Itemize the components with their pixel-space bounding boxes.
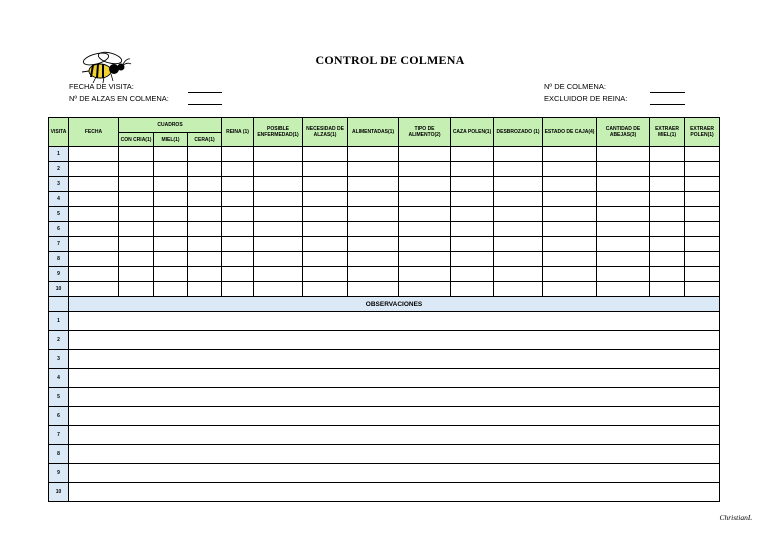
table-cell[interactable] [303, 147, 348, 162]
observation-row [49, 388, 720, 407]
table-cell[interactable] [119, 282, 154, 297]
table-cell[interactable] [154, 267, 188, 282]
observation-field[interactable] [69, 369, 720, 388]
table-cell[interactable] [188, 252, 222, 267]
table-cell[interactable] [154, 282, 188, 297]
table-cell[interactable] [399, 177, 451, 192]
observation-row [49, 369, 720, 388]
table-cell[interactable] [685, 147, 720, 162]
table-cell[interactable] [650, 252, 685, 267]
observation-row [49, 350, 720, 369]
table-cell[interactable] [119, 162, 154, 177]
cuadros-header: CUADROS [119, 118, 222, 133]
table-cell[interactable] [69, 222, 119, 237]
visit-number: 1 [49, 147, 69, 162]
table-cell[interactable] [597, 192, 650, 207]
alzas-label: Nº DE ALZAS EN COLMENA: [69, 94, 169, 103]
visit-number: 10 [49, 282, 69, 297]
table-cell[interactable] [348, 177, 399, 192]
table-cell[interactable] [597, 282, 650, 297]
observation-row [49, 312, 720, 331]
table-cell[interactable] [399, 147, 451, 162]
table-cell[interactable] [119, 252, 154, 267]
observation-row [49, 464, 720, 483]
table-cell[interactable] [254, 267, 303, 282]
caza-polen-header: CAZA POLEN(1) [451, 118, 494, 147]
table-row [49, 222, 720, 237]
table-row [49, 237, 720, 252]
excluidor-field[interactable] [650, 104, 685, 105]
table-cell[interactable] [303, 192, 348, 207]
table-cell[interactable] [303, 267, 348, 282]
table-cell[interactable] [543, 177, 597, 192]
table-cell[interactable] [685, 237, 720, 252]
table-cell[interactable] [69, 252, 119, 267]
table-cell[interactable] [399, 207, 451, 222]
table-row [49, 177, 720, 192]
extraer-polen-header: EXTRAER POLEN(1) [685, 118, 720, 147]
alimentadas-header: ALIMENTADAS(1) [348, 118, 399, 147]
table-cell[interactable] [119, 267, 154, 282]
desbrozado-header: DESBROZADO (1) [494, 118, 543, 147]
table-cell[interactable] [188, 267, 222, 282]
table-cell[interactable] [303, 237, 348, 252]
table-cell[interactable] [348, 252, 399, 267]
table-cell[interactable] [494, 252, 543, 267]
table-cell[interactable] [254, 192, 303, 207]
table-cell[interactable] [69, 162, 119, 177]
observation-field[interactable] [69, 483, 720, 502]
table-cell[interactable] [188, 162, 222, 177]
signature: ChristianL [719, 513, 752, 522]
visita-header: VISITA [49, 118, 69, 147]
table-cell[interactable] [254, 222, 303, 237]
table-cell[interactable] [154, 252, 188, 267]
visit-number: 3 [49, 177, 69, 192]
visit-number: 4 [49, 192, 69, 207]
table-cell[interactable] [303, 207, 348, 222]
table-cell[interactable] [119, 177, 154, 192]
table-cell[interactable] [222, 282, 254, 297]
table-cell[interactable] [188, 237, 222, 252]
table-cell[interactable] [451, 177, 494, 192]
table-cell[interactable] [119, 207, 154, 222]
table-cell[interactable] [597, 177, 650, 192]
observation-number: 10 [49, 483, 69, 502]
visit-number: 6 [49, 222, 69, 237]
table-cell[interactable] [494, 267, 543, 282]
table-row [49, 252, 720, 267]
table-cell[interactable] [303, 222, 348, 237]
table-cell[interactable] [119, 237, 154, 252]
table-cell[interactable] [69, 237, 119, 252]
table-cell[interactable] [254, 207, 303, 222]
observation-field[interactable] [69, 426, 720, 445]
table-cell[interactable] [650, 267, 685, 282]
table-cell[interactable] [650, 192, 685, 207]
table-cell[interactable] [399, 192, 451, 207]
table-cell[interactable] [222, 147, 254, 162]
table-cell[interactable] [303, 282, 348, 297]
observation-row [49, 407, 720, 426]
observation-row [49, 445, 720, 464]
visit-number: 2 [49, 162, 69, 177]
table-cell[interactable] [348, 282, 399, 297]
table-cell[interactable] [188, 222, 222, 237]
observation-field[interactable] [69, 445, 720, 464]
table-cell[interactable] [154, 177, 188, 192]
table-cell[interactable] [119, 192, 154, 207]
table-cell[interactable] [399, 222, 451, 237]
observation-number: 5 [49, 388, 69, 407]
colmena-field[interactable] [650, 92, 685, 93]
table-cell[interactable] [685, 162, 720, 177]
table-cell[interactable] [597, 267, 650, 282]
table-cell[interactable] [451, 222, 494, 237]
fecha-header: FECHA [69, 118, 119, 147]
table-cell[interactable] [543, 222, 597, 237]
table-cell[interactable] [348, 162, 399, 177]
table-cell[interactable] [154, 162, 188, 177]
extraer-miel-header: EXTRAER MIEL(1) [650, 118, 685, 147]
visit-number: 7 [49, 237, 69, 252]
table-cell[interactable] [597, 222, 650, 237]
table-cell[interactable] [254, 162, 303, 177]
table-cell[interactable] [685, 192, 720, 207]
table-cell[interactable] [494, 282, 543, 297]
fecha-visita-field[interactable] [188, 92, 222, 93]
table-cell[interactable] [154, 237, 188, 252]
estado-caja-header: ESTADO DE CAJA(4) [543, 118, 597, 147]
table-cell[interactable] [494, 222, 543, 237]
table-cell[interactable] [451, 192, 494, 207]
table-cell[interactable] [650, 237, 685, 252]
visit-number: 5 [49, 207, 69, 222]
table-row [49, 162, 720, 177]
table-cell[interactable] [543, 237, 597, 252]
table-cell[interactable] [597, 207, 650, 222]
table-cell[interactable] [399, 252, 451, 267]
table-cell[interactable] [451, 162, 494, 177]
table-row [49, 192, 720, 207]
table-cell[interactable] [685, 267, 720, 282]
table-cell[interactable] [597, 162, 650, 177]
table-cell[interactable] [348, 237, 399, 252]
table-cell[interactable] [650, 222, 685, 237]
table-cell[interactable] [650, 162, 685, 177]
table-cell[interactable] [188, 207, 222, 222]
con-cria-header: CON CRIA(1) [119, 133, 154, 147]
table-cell[interactable] [543, 207, 597, 222]
reina-header: REINA (1) [222, 118, 254, 147]
table-cell[interactable] [254, 252, 303, 267]
table-cell[interactable] [348, 147, 399, 162]
table-cell[interactable] [494, 192, 543, 207]
observation-field[interactable] [69, 388, 720, 407]
excluidor-label: EXCLUIDOR DE REINA: [544, 94, 628, 103]
table-cell[interactable] [188, 282, 222, 297]
table-row [49, 267, 720, 282]
table-cell[interactable] [254, 147, 303, 162]
table-cell[interactable] [650, 282, 685, 297]
table-cell[interactable] [543, 192, 597, 207]
table-cell[interactable] [154, 147, 188, 162]
miel-header: MIEL(1) [154, 133, 188, 147]
table-cell[interactable] [188, 177, 222, 192]
table-cell[interactable] [69, 207, 119, 222]
table-cell[interactable] [69, 192, 119, 207]
observation-row [49, 331, 720, 350]
observation-number: 9 [49, 464, 69, 483]
observation-number: 1 [49, 312, 69, 331]
observation-row [49, 426, 720, 445]
table-cell[interactable] [597, 237, 650, 252]
table-cell[interactable] [597, 252, 650, 267]
page-title: CONTROL DE COLMENA [315, 53, 465, 67]
observation-number: 7 [49, 426, 69, 445]
table-row [49, 147, 720, 162]
tipo-alimento-header: TIPO DE ALIMENTO(2) [399, 118, 451, 147]
table-cell[interactable] [222, 237, 254, 252]
table-cell[interactable] [685, 222, 720, 237]
table-cell[interactable] [154, 207, 188, 222]
table-cell[interactable] [685, 207, 720, 222]
observation-number: 2 [49, 331, 69, 350]
table-cell[interactable] [222, 192, 254, 207]
table-cell[interactable] [222, 162, 254, 177]
observation-number: 4 [49, 369, 69, 388]
table-cell[interactable] [685, 177, 720, 192]
table-cell[interactable] [451, 267, 494, 282]
table-cell[interactable] [222, 252, 254, 267]
visit-number: 9 [49, 267, 69, 282]
control-table [48, 117, 720, 502]
table-cell[interactable] [188, 192, 222, 207]
table-cell[interactable] [650, 147, 685, 162]
table-cell[interactable] [254, 177, 303, 192]
table-cell[interactable] [543, 147, 597, 162]
table-cell[interactable] [119, 147, 154, 162]
table-cell[interactable] [597, 147, 650, 162]
necesidad-alzas-header: NECESIDAD DE ALZAS(1) [303, 118, 348, 147]
table-cell[interactable] [303, 252, 348, 267]
table-cell[interactable] [69, 177, 119, 192]
alzas-field[interactable] [188, 104, 222, 105]
posible-enfermedad-header: POSIBLE ENFERMEDAD(1) [254, 118, 303, 147]
table-cell[interactable] [399, 237, 451, 252]
table-row [49, 207, 720, 222]
table-cell[interactable] [543, 267, 597, 282]
observaciones-header: OBSERVACIONES [69, 297, 720, 312]
observation-field[interactable] [69, 350, 720, 369]
table-cell[interactable] [399, 282, 451, 297]
table-cell[interactable] [222, 177, 254, 192]
colmena-label: Nº DE COLMENA: [544, 82, 606, 91]
table-cell[interactable] [494, 207, 543, 222]
table-cell[interactable] [69, 282, 119, 297]
table-cell[interactable] [69, 147, 119, 162]
table-cell[interactable] [348, 222, 399, 237]
table-cell[interactable] [685, 282, 720, 297]
cantidad-abejas-header: CANTIDAD DE ABEJAS(3) [597, 118, 650, 147]
observaciones-spacer [49, 297, 69, 312]
table-cell[interactable] [494, 147, 543, 162]
table-cell[interactable] [188, 147, 222, 162]
table-cell[interactable] [222, 222, 254, 237]
table-cell[interactable] [451, 252, 494, 267]
table-cell[interactable] [303, 177, 348, 192]
table-cell[interactable] [494, 177, 543, 192]
observation-number: 6 [49, 407, 69, 426]
table-cell[interactable] [154, 192, 188, 207]
table-cell[interactable] [303, 162, 348, 177]
table-cell[interactable] [685, 252, 720, 267]
observation-number: 8 [49, 445, 69, 464]
table-cell[interactable] [650, 177, 685, 192]
table-cell[interactable] [348, 207, 399, 222]
table-cell[interactable] [154, 222, 188, 237]
table-cell[interactable] [348, 192, 399, 207]
table-cell[interactable] [399, 162, 451, 177]
observation-field[interactable] [69, 407, 720, 426]
table-cell[interactable] [254, 282, 303, 297]
table-cell[interactable] [451, 207, 494, 222]
table-row [49, 282, 720, 297]
cera-header: CERA(1) [188, 133, 222, 147]
table-cell[interactable] [451, 237, 494, 252]
table-cell[interactable] [650, 207, 685, 222]
visit-number: 8 [49, 252, 69, 267]
observation-field[interactable] [69, 331, 720, 350]
table-cell[interactable] [494, 237, 543, 252]
table-cell[interactable] [69, 267, 119, 282]
table-cell[interactable] [451, 147, 494, 162]
table-cell[interactable] [254, 237, 303, 252]
fecha-visita-label: FECHA DE VISITA: [69, 82, 134, 91]
table-cell[interactable] [543, 252, 597, 267]
observation-field[interactable] [69, 464, 720, 483]
observation-row [49, 483, 720, 502]
observation-number: 3 [49, 350, 69, 369]
table-cell[interactable] [494, 162, 543, 177]
table-cell[interactable] [451, 282, 494, 297]
table-cell[interactable] [399, 267, 451, 282]
table-cell[interactable] [543, 282, 597, 297]
table-cell[interactable] [222, 267, 254, 282]
table-cell[interactable] [348, 267, 399, 282]
table-cell[interactable] [222, 207, 254, 222]
table-cell[interactable] [119, 222, 154, 237]
table-cell[interactable] [543, 162, 597, 177]
observation-field[interactable] [69, 312, 720, 331]
